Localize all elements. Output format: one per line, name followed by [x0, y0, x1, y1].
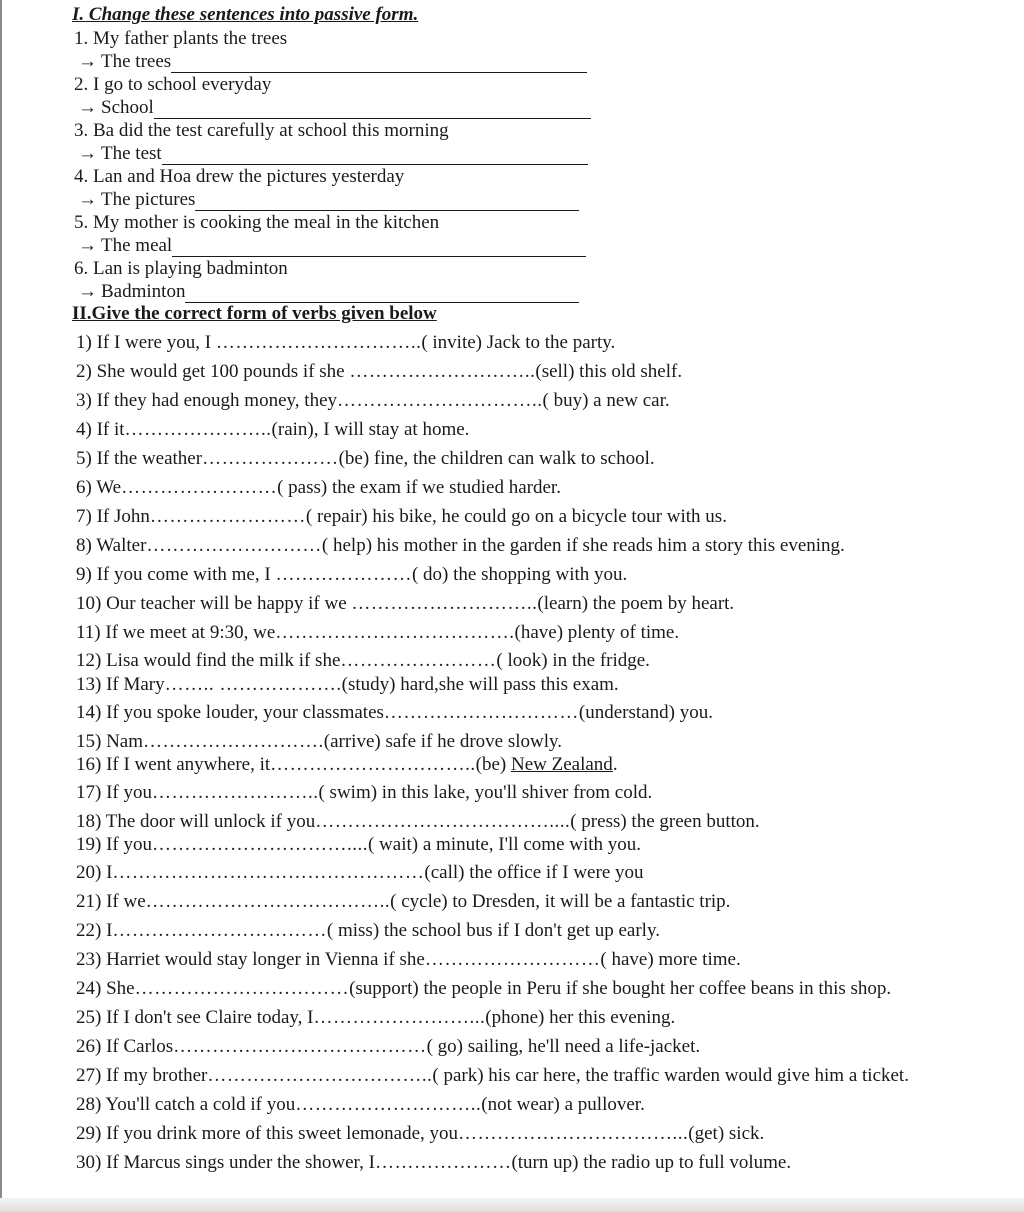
page-bottom-edge — [0, 1198, 1024, 1212]
verb-exercise-7: 7) If John……………………( repair) his bike, he could go on a bicycle tour with us. — [76, 506, 727, 527]
verb-exercise-16: 16) If I went anywhere, it…………………………..(be) New Zealand. — [76, 754, 618, 775]
answer-blank[interactable]: ………………………………………… — [112, 862, 425, 883]
answer-blank[interactable]: ……………………… — [146, 535, 322, 556]
verb-exercise-18: 18) The door will unlock if you………………………………....( press) the green button. — [76, 811, 760, 832]
answer-blank[interactable]: …………………………… — [134, 978, 350, 999]
passive-sentence-1: 1. My father plants the trees — [74, 28, 288, 49]
passive-sentence-5: 5. My mother is cooking the meal in the kitchen — [74, 212, 440, 233]
passive-answer-6 — [78, 281, 579, 303]
arrow-icon: → — [78, 189, 97, 210]
answer-blank[interactable]: …………………………….. — [207, 1065, 433, 1086]
answer-blank[interactable]: ……………………………….. — [145, 891, 391, 912]
verb-exercise-21: 21) If we………………………………..( cycle) to Dresden, it will be a fantastic trip. — [76, 891, 731, 912]
verb-exercise-10: 10) Our teacher will be happy if we ………………………..(learn) the poem by heart. — [76, 593, 735, 614]
answer-blank[interactable]: ………………………….. — [337, 390, 543, 411]
answer-blank[interactable]: ………………………… — [383, 702, 579, 723]
answer-blank[interactable]: ……………………………... — [458, 1123, 689, 1144]
verb-exercise-24: 24) She……………………………(support) the people in Peru if she bought her coffee beans in this shop. — [76, 978, 892, 999]
verb-exercise-23: 23) Harriet would stay longer in Vienna if she………………………( have) more time. — [76, 949, 741, 970]
answer-blank[interactable]: …………………….. — [151, 782, 319, 803]
passive-sentence-2: 2. I go to school everyday — [74, 74, 272, 95]
answer-blank[interactable]: ………………………. — [143, 731, 324, 752]
answer-blank[interactable]: ……………………………….... — [315, 811, 571, 832]
verb-exercise-14: 14) If you spoke louder, your classmates…………………………(understand) you. — [76, 702, 713, 723]
verb-exercise-5: 5) If the weather…………………(be) fine, the children can walk to school. — [76, 448, 655, 469]
answer-blank[interactable]: ………………………….. — [215, 332, 422, 353]
passive-answer-3 — [78, 143, 588, 165]
verb-exercise-4: 4) If it…………………..(rain), I will stay at home. — [76, 419, 470, 440]
passive-answer-4 — [78, 189, 579, 211]
verb-exercise-15: 15) Nam……………………….(arrive) safe if he drove slowly. — [76, 731, 563, 752]
passive-sentence-4: 4. Lan and Hoa drew the pictures yesterday — [74, 166, 405, 187]
answer-blank[interactable] — [171, 54, 587, 73]
answer-blank[interactable]: ………………… — [202, 448, 339, 469]
answer-blank[interactable]: …………………………… — [112, 920, 327, 941]
answer-blank[interactable]: ………………… — [374, 1152, 512, 1173]
answer-blank[interactable]: ………………………….... — [151, 834, 368, 855]
passive-sentence-3: 3. Ba did the test carefully at school this morning — [74, 120, 449, 141]
answer-start: The pictures — [101, 189, 196, 210]
arrow-icon: → — [78, 143, 97, 164]
answer-blank[interactable]: ………………… — [275, 564, 412, 585]
verb-exercise-6: 6) We……………………( pass) the exam if we studied harder. — [76, 477, 561, 498]
answer-blank[interactable]: ……………………….. — [351, 593, 538, 614]
verb-exercise-22: 22) I……………………………( miss) the school bus if I don't get up early. — [76, 920, 660, 941]
verb-exercise-28: 28) You'll catch a cold if you………………………..(not wear) a pullover. — [76, 1094, 645, 1115]
arrow-icon: → — [78, 97, 97, 118]
verb-exercise-2: 2) She would get 100 pounds if she ………………………..(sell) this old shelf. — [76, 361, 683, 382]
verb-exercise-12: 12) Lisa would find the milk if she……………………( look) in the fridge. — [76, 650, 650, 671]
answer-blank[interactable]: ……………………... — [313, 1007, 486, 1028]
answer-blank[interactable]: ………………….. — [124, 419, 272, 440]
section1-title: I. Change these sentences into passive form. — [72, 4, 419, 25]
answer-blank[interactable]: …….. ………………. — [164, 674, 342, 695]
answer-blank[interactable]: ……………………… — [424, 949, 601, 970]
verb-exercise-9: 9) If you come with me, I …………………( do) the shopping with you. — [76, 564, 628, 585]
answer-start: School — [101, 97, 154, 118]
verb-exercise-29: 29) If you drink more of this sweet lemonade, you……………………………...(get) sick. — [76, 1123, 765, 1144]
verb-exercise-3: 3) If they had enough money, they…………………………..( buy) a new car. — [76, 390, 670, 411]
answer-blank[interactable]: …………………… — [340, 650, 497, 671]
answer-start: The meal — [101, 235, 173, 256]
arrow-icon: → — [78, 51, 97, 72]
passive-answer-5 — [78, 235, 586, 257]
passive-answer-1 — [78, 51, 587, 73]
verb-exercise-26: 26) If Carlos…………………………………( go) sailing, he'll need a life-jacket. — [76, 1036, 701, 1057]
answer-start: The test — [101, 143, 162, 164]
answer-blank[interactable]: ………………………….. — [270, 754, 476, 775]
verb-exercise-27: 27) If my brother……………………………..( park) his car here, the traffic warden would give him a ticket. — [76, 1065, 909, 1086]
passive-answer-2 — [78, 97, 591, 119]
answer-blank[interactable] — [172, 238, 586, 257]
underlined-place: New Zealand — [511, 754, 613, 775]
arrow-icon: → — [78, 281, 97, 302]
answer-blank[interactable] — [195, 192, 579, 211]
answer-blank[interactable]: ……………………….. — [295, 1094, 482, 1115]
verb-exercise-17: 17) If you……………………..( swim) in this lake, you'll shiver from cold. — [76, 782, 653, 803]
answer-blank[interactable]: ……………………….. — [349, 361, 536, 382]
answer-blank[interactable] — [154, 100, 591, 119]
verb-exercise-30: 30) If Marcus sings under the shower, I…………………(turn up) the radio up to full volume. — [76, 1152, 792, 1173]
verb-exercise-11: 11) If we meet at 9:30, we……………………………….(have) plenty of time. — [76, 622, 680, 643]
arrow-icon: → — [78, 235, 97, 256]
answer-blank[interactable]: …………………… — [121, 477, 278, 498]
answer-blank[interactable]: ………………………………… — [173, 1036, 427, 1057]
verb-exercise-1: 1) If I were you, I …………………………..( invite) Jack to the party. — [76, 332, 616, 353]
answer-blank[interactable]: ………………………………. — [275, 622, 515, 643]
answer-start: Badminton — [101, 281, 186, 302]
answer-blank[interactable]: …………………… — [149, 506, 306, 527]
verb-exercise-20: 20) I…………………………………………(call) the office if I were you — [76, 862, 644, 883]
verb-exercise-19: 19) If you…………………………....( wait) a minute, I'll come with you. — [76, 834, 642, 855]
verb-exercise-13: 13) If Mary…….. ……………….(study) hard,she will pass this exam. — [76, 674, 619, 695]
answer-start: The trees — [101, 51, 172, 72]
answer-blank[interactable] — [185, 284, 579, 303]
answer-blank[interactable] — [162, 146, 588, 165]
section2-title: II.Give the correct form of verbs given below — [72, 303, 437, 324]
verb-exercise-8: 8) Walter………………………( help) his mother in the garden if she reads him a story this evening. — [76, 535, 845, 556]
verb-exercise-25: 25) If I don't see Claire today, I……………………...(phone) her this evening. — [76, 1007, 676, 1028]
passive-sentence-6: 6. Lan is playing badminton — [74, 258, 288, 279]
page-border — [0, 0, 2, 1212]
